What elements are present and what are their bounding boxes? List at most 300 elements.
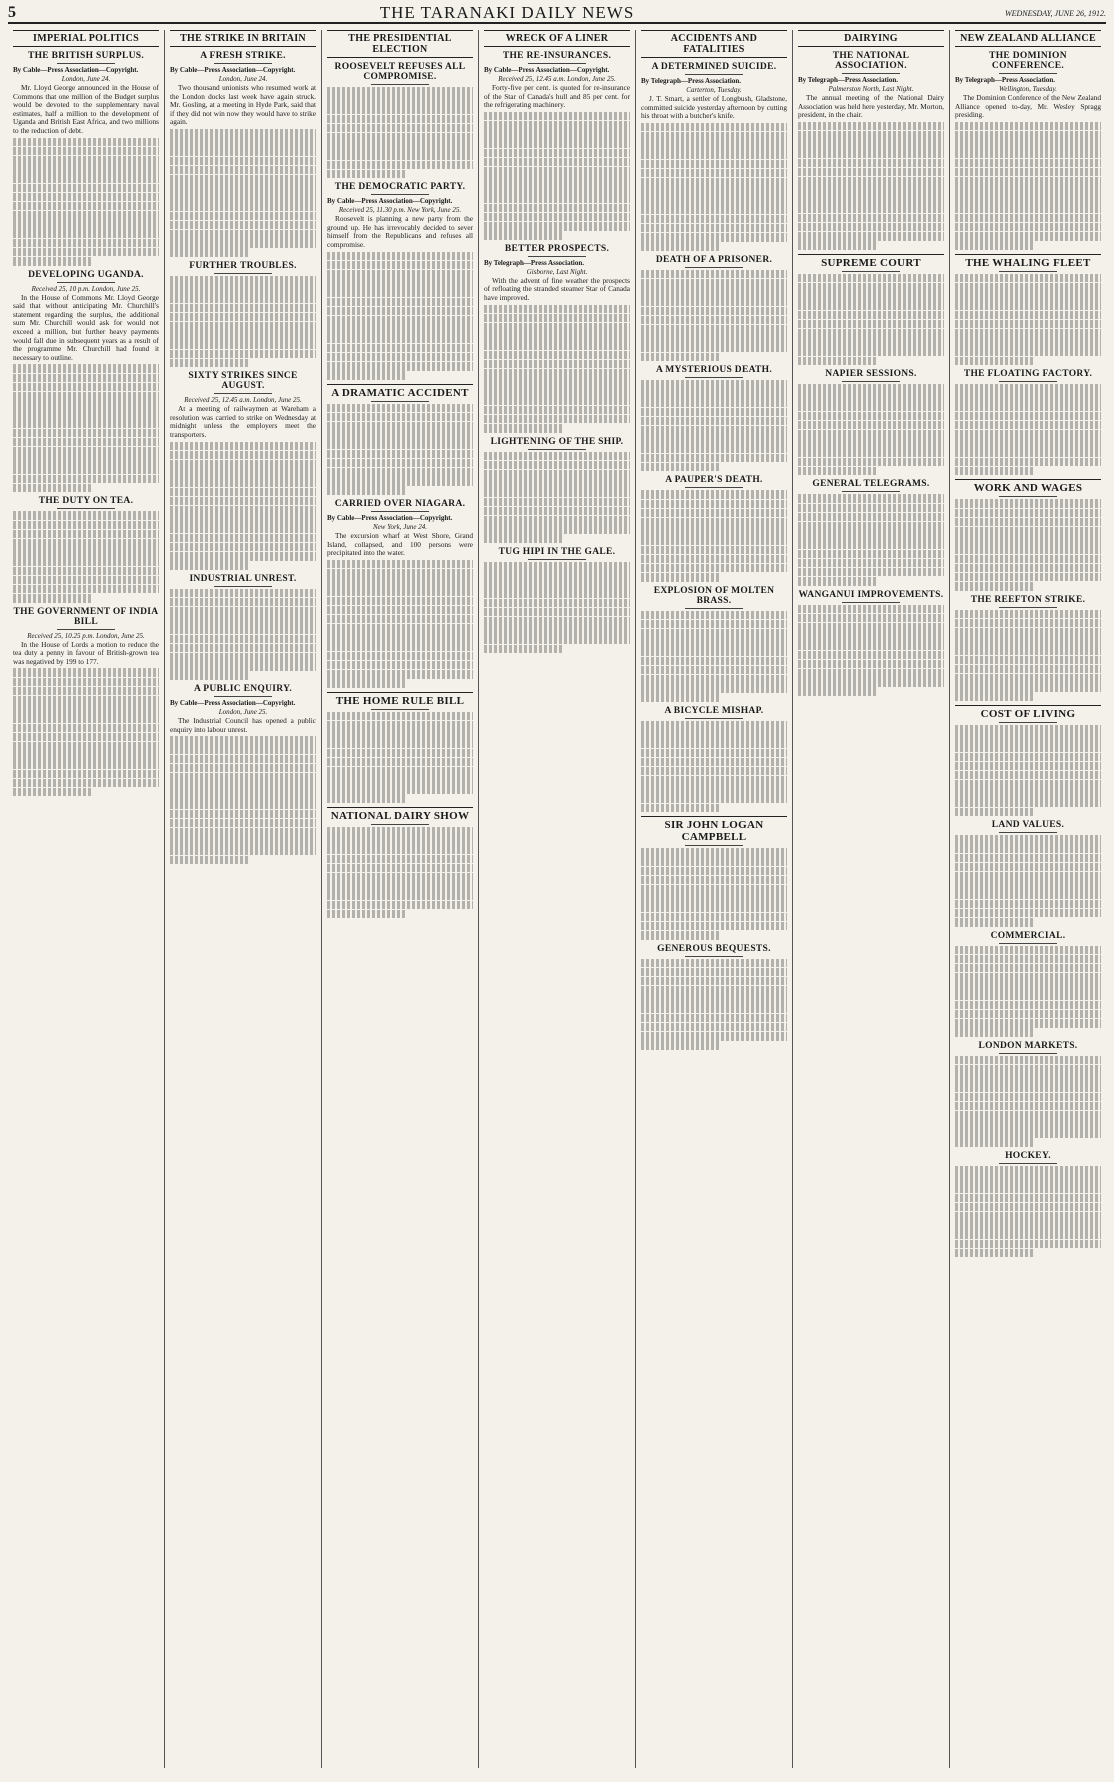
text-line xyxy=(641,546,787,555)
article xyxy=(955,51,1101,250)
text-line xyxy=(13,174,159,183)
text-line xyxy=(955,1221,1101,1230)
text-line xyxy=(641,666,787,675)
text-line xyxy=(955,637,1101,646)
text-line xyxy=(170,745,316,754)
text-line xyxy=(13,788,93,797)
text-line xyxy=(13,184,159,193)
article-body: Mr. Lloyd George announced in the House of Commons that one million of the Budget surplus would be devoted to the supplementary naval estimates, half a million to the development of Uganda and British East Africa, and two millions to the reduction of debt. xyxy=(13,83,159,135)
article-dateline: London, June 25. xyxy=(218,707,268,716)
article xyxy=(955,1041,1101,1147)
text-line xyxy=(641,500,787,509)
text-line xyxy=(798,274,944,283)
text-line xyxy=(955,357,1035,366)
text-line xyxy=(170,350,316,359)
text-line xyxy=(955,964,1101,973)
text-line xyxy=(170,285,316,294)
text-line xyxy=(798,311,944,320)
text-line xyxy=(641,316,787,325)
article xyxy=(484,244,630,433)
article-body: The excursion wharf at West Shore, Grand Island, collapsed, and 100 persons were precipitated into the water. xyxy=(327,530,473,558)
column-heading: DAIRYING xyxy=(798,30,944,47)
article-title: FURTHER TROUBLES. xyxy=(189,261,297,271)
text-line xyxy=(955,628,1101,637)
text-line xyxy=(484,617,630,626)
article-title: A PUBLIC ENQUIRY. xyxy=(193,683,293,694)
divider xyxy=(685,487,743,488)
text-line xyxy=(170,294,316,303)
text-line xyxy=(170,129,316,138)
divider xyxy=(214,63,272,64)
article-text-block xyxy=(13,364,159,492)
text-line xyxy=(641,657,787,666)
divider xyxy=(999,381,1057,382)
divider xyxy=(214,586,272,587)
article-dateline: Received 25, 11.30 p.m. New York, June 25. xyxy=(338,206,462,215)
article-text-block xyxy=(641,848,787,939)
divider xyxy=(685,718,743,719)
article-byline: By Cable—Press Association—Copyright. xyxy=(13,66,139,74)
text-line xyxy=(13,779,159,788)
text-line xyxy=(955,808,1035,817)
text-line xyxy=(798,159,944,168)
article-body: The Industrial Council has opened a public enquiry into labour unrest. xyxy=(170,715,316,734)
article-text-block xyxy=(170,589,316,680)
text-line xyxy=(13,576,159,585)
divider xyxy=(999,1053,1057,1054)
text-line xyxy=(641,977,787,986)
text-line xyxy=(641,178,787,187)
text-line xyxy=(170,589,316,598)
text-line xyxy=(641,638,787,647)
text-line xyxy=(955,384,1101,393)
text-line xyxy=(170,846,316,855)
article-text-block xyxy=(798,122,944,250)
text-line xyxy=(327,749,473,758)
article-text-block xyxy=(327,560,473,688)
text-line xyxy=(170,764,316,773)
text-line xyxy=(13,557,159,566)
text-line xyxy=(13,594,93,603)
article-byline: By Cable—Press Association—Copyright. xyxy=(170,66,296,74)
text-line xyxy=(798,320,944,329)
text-line xyxy=(955,909,1101,918)
text-line xyxy=(955,1001,1101,1010)
text-line xyxy=(327,334,473,343)
text-line xyxy=(955,619,1101,628)
article-dateline: New York, June 24. xyxy=(373,522,427,531)
article xyxy=(13,51,159,266)
article-title: ROOSEVELT REFUSES ALL COMPROMISE. xyxy=(334,62,466,82)
article-text-block xyxy=(327,87,473,178)
text-line xyxy=(955,582,1035,591)
text-line xyxy=(641,794,787,803)
text-line xyxy=(13,696,159,705)
text-line xyxy=(327,661,473,670)
text-line xyxy=(641,959,787,968)
text-line xyxy=(798,329,944,338)
text-line xyxy=(484,534,564,543)
text-line xyxy=(798,669,944,678)
text-line xyxy=(955,311,1101,320)
text-line xyxy=(798,540,944,549)
text-line xyxy=(955,1102,1101,1111)
article-body: In the House of Lords a motion to reduce the tea duty a penny in favour of British-grown tea was negatived by 199 to 177. xyxy=(13,639,159,666)
article-body: The annual meeting of the National Dairy Association was held here yesterday, Mr. Morton, president, in the chair. xyxy=(798,93,944,120)
text-line xyxy=(955,1212,1101,1221)
text-line xyxy=(798,494,944,503)
article-title: GENEROUS BEQUESTS. xyxy=(657,943,771,954)
text-line xyxy=(170,791,316,800)
divider xyxy=(842,491,900,492)
article xyxy=(798,51,944,250)
article-text-block xyxy=(170,736,316,864)
text-line xyxy=(955,900,1101,909)
text-line xyxy=(13,248,159,257)
article-dateline: London, June 24. xyxy=(218,75,268,83)
text-line xyxy=(13,239,159,248)
article-title: THE GOVERNMENT OF INDIA BILL xyxy=(13,606,159,627)
text-line xyxy=(641,894,787,903)
article-text-block xyxy=(955,946,1101,1037)
text-line xyxy=(641,150,787,159)
text-line xyxy=(798,283,944,292)
article-body: Roosevelt is planning a new party from the ground up. He has irrevocably decided to sever himself from the Republicans and refuses all compromise. xyxy=(327,214,473,250)
text-line xyxy=(798,660,944,669)
text-line xyxy=(641,1004,787,1013)
text-line xyxy=(484,231,564,240)
article xyxy=(955,705,1101,816)
text-line xyxy=(798,301,944,310)
text-line xyxy=(484,580,630,589)
text-line xyxy=(170,202,316,211)
text-line xyxy=(327,836,473,845)
article-byline: By Telegraph—Press Association. xyxy=(484,258,585,267)
text-line xyxy=(170,230,316,239)
text-line xyxy=(484,323,630,332)
text-line xyxy=(13,751,159,760)
divider xyxy=(214,696,272,697)
article-title: WORK AND WAGES xyxy=(955,479,1101,494)
text-line xyxy=(641,867,787,876)
text-line xyxy=(955,1175,1101,1184)
text-line xyxy=(327,901,473,910)
text-line xyxy=(641,141,787,150)
divider xyxy=(528,63,586,64)
text-line xyxy=(798,214,944,223)
text-line xyxy=(955,122,1101,131)
article-text-block xyxy=(327,712,473,803)
divider xyxy=(57,508,115,509)
text-line xyxy=(327,450,473,459)
text-line xyxy=(327,115,473,124)
article-title: A MYSTERIOUS DEATH. xyxy=(655,365,773,376)
text-line xyxy=(641,169,787,178)
article xyxy=(955,595,1101,701)
article-dateline: Received 25, 12.45 a.m. London, June 25. xyxy=(184,396,302,405)
text-line xyxy=(170,166,316,175)
article-text-block xyxy=(955,122,1101,250)
text-line xyxy=(170,810,316,819)
text-line xyxy=(641,564,787,573)
text-line xyxy=(955,283,1101,292)
article-title: LIGHTENING OF THE SHIP. xyxy=(490,436,624,447)
text-line xyxy=(955,1120,1101,1129)
text-line xyxy=(955,656,1101,665)
article-text-block xyxy=(170,129,316,257)
text-line xyxy=(170,800,316,809)
text-line xyxy=(327,624,473,633)
text-line xyxy=(641,995,787,1004)
text-line xyxy=(641,417,787,426)
text-line xyxy=(484,507,630,516)
text-line xyxy=(170,212,316,221)
text-line xyxy=(955,982,1101,991)
divider xyxy=(685,74,743,75)
text-line xyxy=(484,452,630,461)
text-line xyxy=(641,527,787,536)
text-line xyxy=(327,270,473,279)
text-line xyxy=(484,167,630,176)
text-line xyxy=(170,736,316,745)
text-line xyxy=(641,739,787,748)
text-line xyxy=(170,662,316,671)
text-line xyxy=(13,229,159,238)
text-line xyxy=(641,913,787,922)
text-line xyxy=(327,431,473,440)
article xyxy=(955,369,1101,475)
text-line xyxy=(13,392,159,401)
text-line xyxy=(641,611,787,620)
text-line xyxy=(170,497,316,506)
article-text-block xyxy=(798,274,944,365)
text-line xyxy=(327,422,473,431)
article xyxy=(955,479,1101,590)
article xyxy=(641,586,787,702)
text-line xyxy=(798,149,944,158)
text-line xyxy=(798,168,944,177)
text-line xyxy=(955,692,1035,701)
article-byline: By Cable—Press Association—Copyright. xyxy=(484,66,610,74)
text-line xyxy=(798,448,944,457)
column-1 xyxy=(8,30,165,1768)
text-line xyxy=(955,863,1101,872)
text-line xyxy=(955,946,1101,955)
text-line xyxy=(484,112,630,121)
text-line xyxy=(641,1014,787,1023)
text-line xyxy=(484,149,630,158)
text-line xyxy=(641,307,787,316)
text-line xyxy=(484,176,630,185)
article-byline: By Telegraph—Press Association. xyxy=(798,76,899,84)
text-line xyxy=(13,401,159,410)
text-line xyxy=(955,292,1101,301)
text-line xyxy=(641,536,787,545)
article-byline: By Cable—Press Association—Copyright. xyxy=(327,513,453,522)
text-line xyxy=(13,511,159,520)
text-line xyxy=(327,133,473,142)
text-line xyxy=(170,451,316,460)
article xyxy=(327,62,473,178)
text-line xyxy=(327,486,407,495)
text-line xyxy=(327,307,473,316)
text-line xyxy=(641,876,787,885)
article-dateline: Wellington, Tuesday. xyxy=(999,85,1057,93)
text-line xyxy=(798,393,944,402)
text-line xyxy=(170,819,316,828)
text-line xyxy=(641,325,787,334)
article xyxy=(13,496,159,602)
divider xyxy=(999,271,1057,272)
text-line xyxy=(955,665,1101,674)
text-line xyxy=(641,426,787,435)
text-line xyxy=(484,608,630,617)
column-heading: ACCIDENTS AND FATALITIES xyxy=(641,30,787,58)
text-line xyxy=(955,771,1101,780)
text-line xyxy=(955,204,1101,213)
text-line xyxy=(484,369,630,378)
text-line xyxy=(641,196,787,205)
article xyxy=(798,590,944,696)
column-heading: THE STRIKE IN BRITAIN xyxy=(170,30,316,47)
text-line xyxy=(955,518,1101,527)
article-text-block xyxy=(13,138,159,266)
text-line xyxy=(484,406,630,415)
text-line xyxy=(327,569,473,578)
text-line xyxy=(170,837,316,846)
text-line xyxy=(955,232,1101,241)
text-line xyxy=(641,334,787,343)
text-line xyxy=(170,782,316,791)
text-line xyxy=(641,986,787,995)
text-line xyxy=(955,955,1101,964)
text-line xyxy=(641,408,787,417)
text-line xyxy=(641,123,787,132)
article-body: Forty-five per cent. is quoted for re-insurance of the Star of Canada's hull and 85 per cent. for the refrigerating machinery. xyxy=(484,83,630,110)
article-title: HOCKEY. xyxy=(1005,1151,1051,1162)
text-line xyxy=(955,149,1101,158)
text-line xyxy=(641,848,787,857)
text-line xyxy=(484,424,564,433)
text-line xyxy=(484,351,630,360)
text-line xyxy=(641,721,787,730)
text-line xyxy=(798,614,944,623)
text-line xyxy=(484,589,630,598)
text-line xyxy=(484,222,630,231)
text-line xyxy=(13,165,159,174)
text-line xyxy=(955,1184,1101,1193)
article xyxy=(955,254,1101,365)
article xyxy=(327,384,473,495)
text-line xyxy=(13,410,159,419)
article-title: THE WHALING FLEET xyxy=(955,254,1101,269)
text-line xyxy=(955,1111,1101,1120)
article xyxy=(170,574,316,680)
column-heading: WRECK OF A LINER xyxy=(484,30,630,47)
column-7 xyxy=(950,30,1106,1768)
text-line xyxy=(13,668,159,677)
article xyxy=(641,255,787,361)
text-line xyxy=(798,430,944,439)
text-line xyxy=(955,789,1101,798)
text-line xyxy=(13,383,159,392)
article xyxy=(955,820,1101,926)
text-line xyxy=(798,623,944,632)
article-text-block xyxy=(798,494,944,585)
text-line xyxy=(484,332,630,341)
text-line xyxy=(327,316,473,325)
text-line xyxy=(955,683,1101,692)
text-line xyxy=(641,804,721,813)
text-line xyxy=(955,448,1101,457)
article-title: THE FLOATING FACTORY. xyxy=(963,369,1093,380)
text-line xyxy=(641,1041,721,1050)
text-line xyxy=(327,124,473,133)
text-line xyxy=(13,475,159,484)
article-text-block xyxy=(641,611,787,702)
article-body: The Dominion Conference of the New Zealand Alliance opened to-day, Mr. Wesley Spragg presiding. xyxy=(955,93,1101,120)
text-line xyxy=(13,193,159,202)
text-line xyxy=(955,509,1101,518)
text-line xyxy=(641,922,787,931)
text-line xyxy=(641,647,787,656)
text-line xyxy=(327,910,407,919)
text-line xyxy=(955,527,1101,536)
article xyxy=(798,254,944,365)
text-line xyxy=(327,827,473,836)
text-line xyxy=(955,854,1101,863)
article-text-block xyxy=(955,725,1101,816)
text-line xyxy=(327,679,407,688)
text-line xyxy=(955,573,1101,582)
text-line xyxy=(641,629,787,638)
text-line xyxy=(170,524,316,533)
text-line xyxy=(170,157,316,166)
article-title: NATIONAL DAIRY SHOW xyxy=(327,807,473,822)
article-title: A PAUPER'S DEATH. xyxy=(665,475,763,486)
text-line xyxy=(955,241,1035,250)
divider xyxy=(528,256,586,257)
text-line xyxy=(641,435,787,444)
text-line xyxy=(170,304,316,313)
text-line xyxy=(955,780,1101,789)
article xyxy=(955,1151,1101,1257)
text-line xyxy=(641,758,787,767)
article xyxy=(327,807,473,918)
text-line xyxy=(484,396,630,405)
text-line xyxy=(170,635,316,644)
divider xyxy=(685,845,743,846)
article-dateline: Carterton, Tuesday. xyxy=(686,86,742,94)
text-line xyxy=(13,456,159,465)
text-line xyxy=(170,534,316,543)
divider xyxy=(57,629,115,630)
article-title: COST OF LIVING xyxy=(955,705,1101,720)
article-text-block xyxy=(484,112,630,240)
article-title: A FRESH STRIKE. xyxy=(200,51,286,61)
divider xyxy=(685,956,743,957)
text-line xyxy=(798,241,878,250)
text-line xyxy=(798,292,944,301)
article-text-block xyxy=(641,959,787,1050)
text-line xyxy=(13,760,159,769)
text-line xyxy=(798,402,944,411)
text-line xyxy=(641,288,787,297)
article xyxy=(327,499,473,688)
column-6 xyxy=(793,30,950,1768)
column-heading: IMPERIAL POLITICS xyxy=(13,30,159,47)
text-line xyxy=(798,577,878,586)
